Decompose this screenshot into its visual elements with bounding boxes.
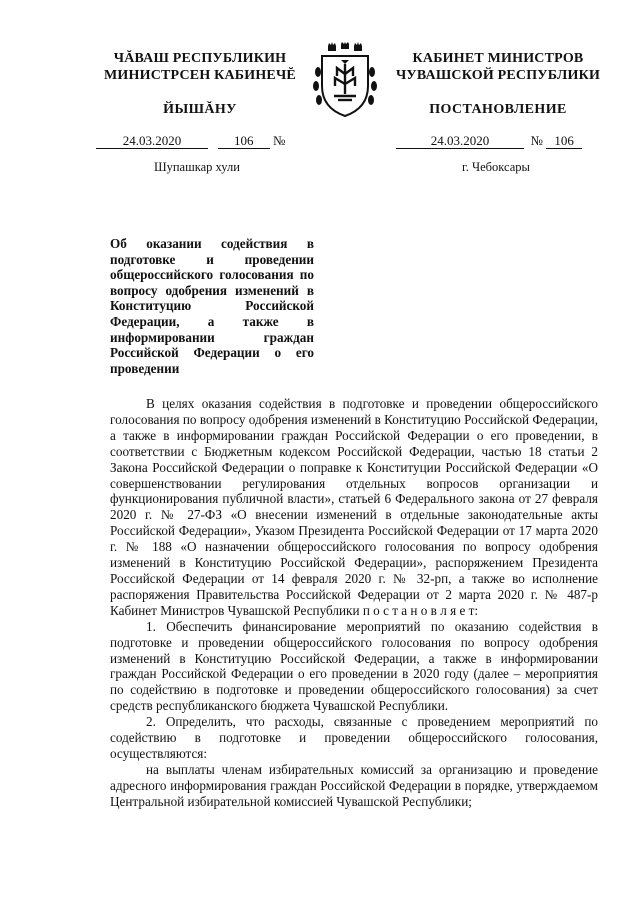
left-date-line	[96, 133, 285, 149]
header-left	[96, 50, 304, 118]
body-paragraph-4: на выплаты членам избирательных комиссий за организацию и проведение адресного информирования граждан Российской Федерации в порядке, утверждаемом Центральной избирательной комиссией Чувашской Республики;	[110, 761, 598, 809]
document-body	[110, 396, 598, 810]
right-date: 24.03.2020	[396, 134, 524, 149]
body-paragraph-2: 1. Обеспечить финансирование мероприятий по оказанию содействия в подготовке и проведении общероссийского голосования по вопросу одобрения изменений в Конституцию Российской Федерации, а также в информировании граждан Российской Федерации о его проведении в 2020 году (далее – мероприятия по содействию в подготовке и проведении общероссийского голосования) за счет средств республиканского бюджета Чувашской Республики.	[110, 618, 598, 714]
body-paragraph-1-text: В целях оказания содействия в подготовке и проведении общероссийского голосования по вопросу одобрения изменений в Конституцию Российской Федерации, а также в информировании граждан Российской Федерации о его проведении, в соответствии с Бюджетным кодексом Российской Федерации, частью 18 статьи 2 Закона Российской Федерации о поправке к Конституции Российской Федерации «О совершенствовании регулирования отдельных вопросов организации и функционирования публичной власти», статьей 6 Федерального закона от 27 февраля 2020 г. № 27-ФЗ «О внесении изменений в отдельные законодательные акты Российской Федерации», Указом Президента Российской Федерации от 17 марта 2020 г. № 188 «О назначении общероссийского голосования по вопросу одобрения изменений в Конституцию Российской Федерации», распоряжением Президента Российской Федерации от 14 февраля 2020 г. № 32-рп, а также во исполнение распоряжения Правительства Российской Федерации от 2 марта 2020 г. № 487-р Кабинет Министров Чувашской Республики	[110, 396, 598, 618]
right-org-line2: ЧУВАШСКОЙ РЕСПУБЛИКИ	[395, 68, 601, 83]
left-org-line1: ЧĂВАШ РЕСПУБЛИКИН	[113, 51, 287, 66]
right-doc-type: ПОСТАНОВЛЕНИЕ	[429, 102, 567, 117]
body-paragraph-3: 2. Определить, что расходы, связанные с проведением мероприятий по содействию в подготовке и проведении общероссийского голосования, осуществляются:	[110, 714, 598, 761]
body-paragraph-1	[110, 396, 598, 619]
resolution-word: п о с т а н о в л я е т:	[362, 602, 479, 618]
header-right	[392, 50, 604, 118]
left-doc-type: ЙЫШĂНУ	[163, 102, 237, 117]
chuvash-coat-of-arms-icon	[310, 42, 380, 120]
left-city: Шупашкар хули	[154, 160, 240, 174]
right-number-sign: №	[530, 133, 543, 148]
right-org-line1: КАБИНЕТ МИНИСТРОВ	[412, 51, 584, 66]
left-date: 24.03.2020	[96, 134, 208, 149]
left-org-line2: МИНИСТРСЕН КАБИНЕЧĔ	[104, 68, 296, 83]
left-number: 106	[218, 134, 270, 149]
document-subject: Об оказании содействия в подготовке и проведении общероссийского голосования по вопросу одобрения изменений в Конституцию Российской Федерации, а также в информировании граждан Российской Федерации о его проведении	[110, 236, 314, 376]
right-date-line	[396, 133, 582, 149]
left-number-sign: №	[273, 133, 286, 148]
right-city: г. Чебоксары	[462, 160, 530, 174]
right-number: 106	[546, 134, 582, 149]
